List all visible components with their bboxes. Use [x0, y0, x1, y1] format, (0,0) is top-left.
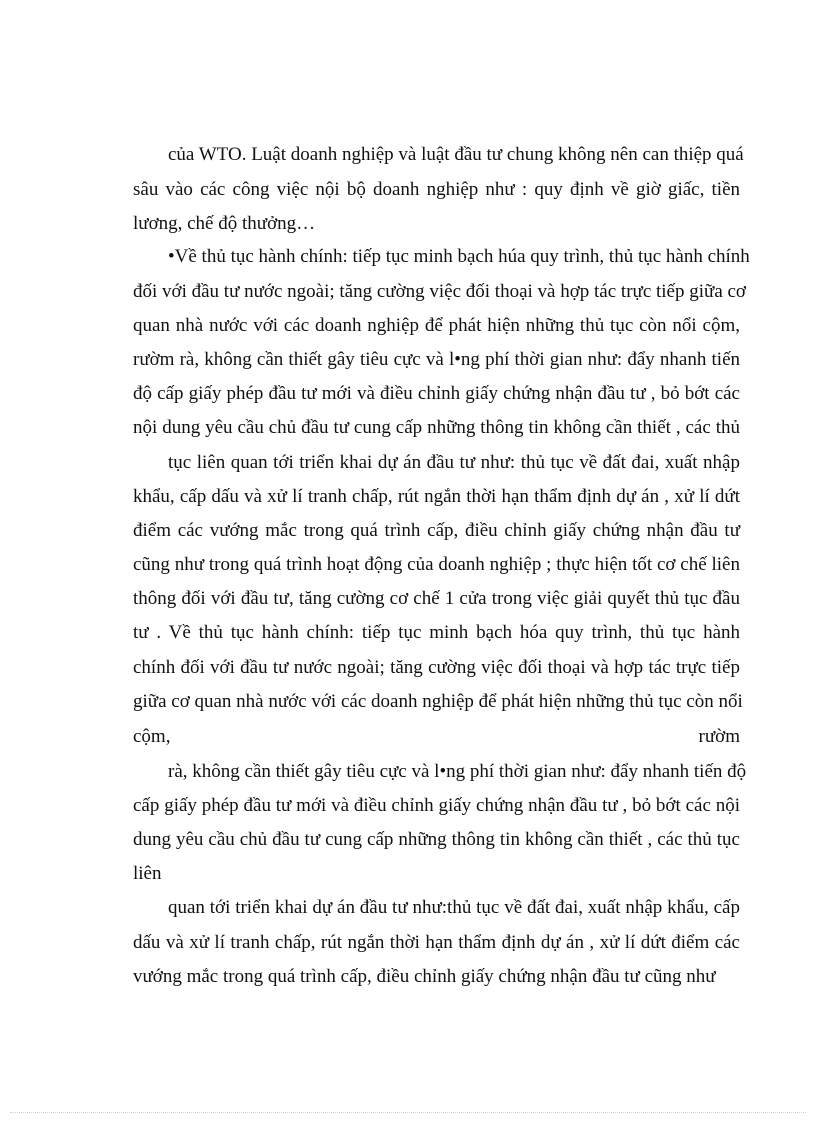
text-line: tư . Về thủ tục hành chính: tiếp tục minh bạch hóa quy trình, thủ tục hành: [133, 622, 740, 643]
text-line: tục liên quan tới triển khai dự án đầu tư như: thủ tục về đất đai, xuất nhập: [168, 452, 740, 473]
page-bottom-border: [10, 1112, 806, 1113]
text-line: điểm các vướng mắc trong quá trình cấp, điều chỉnh giấy chứng nhận đầu tư: [133, 520, 740, 541]
text-fragment: cộm,: [133, 726, 171, 747]
text-line: độ cấp giấy phép đầu tư mới và điều chỉnh giấy chứng nhận đầu tư , bỏ bớt các: [133, 383, 740, 404]
text-line: •Về thủ tục hành chính: tiếp tục minh bạch húa quy trình, thủ tục hành chính: [168, 246, 750, 267]
text-line: chính đối với đầu tư nước ngoài; tăng cường việc đối thoại và hợp tác trực tiếp: [133, 657, 740, 678]
text-line: sâu vào các công việc nội bộ doanh nghiệp như : quy định về giờ giấc, tiền: [133, 179, 740, 200]
text-line: thông đối với đầu tư, tăng cường cơ chế 1 cửa trong việc giải quyết thủ tục đầu: [133, 588, 740, 609]
text-line: cũng như trong quá trình hoạt động của doanh nghiệp ; thực hiện tốt cơ chế liên: [133, 554, 740, 575]
text-line: đối với đầu tư nước ngoài; tăng cường việc đối thoại và hợp tác trực tiếp giữa cơ: [133, 281, 746, 302]
text-fragment: rườm: [698, 726, 740, 747]
text-line: khẩu, cấp dấu và xử lí tranh chấp, rút ngắn thời hạn thẩm định dự án , xử lí dứt: [133, 486, 740, 507]
text-line-split: [133, 725, 740, 749]
text-line: rà, không cần thiết gây tiêu cực và l•ng phí thời gian như: đẩy nhanh tiến độ: [168, 761, 747, 782]
text-line: dung yêu cầu chủ đầu tư cung cấp những thông tin không cần thiết , các thủ tục: [133, 829, 740, 850]
text-line: lương, chế độ thưởng…: [133, 213, 316, 234]
text-line: giữa cơ quan nhà nước với các doanh nghiệp để phát hiện những thủ tục còn nổi: [133, 691, 743, 712]
text-line: của WTO. Luật doanh nghiệp và luật đầu tư chung không nên can thiệp quá: [168, 144, 744, 165]
text-line: dấu và xử lí tranh chấp, rút ngắn thời hạn thẩm định dự án , xử lí dứt điểm các: [133, 932, 740, 953]
text-line: quan nhà nước với các doanh nghiệp để phát hiện những thủ tục còn nổi cộm,: [133, 315, 740, 336]
text-line: quan tới triển khai dự án đầu tư như:thủ tục về đất đai, xuất nhập khẩu, cấp: [168, 897, 740, 918]
text-line: liên: [133, 863, 162, 884]
text-line: nội dung yêu cầu chủ đầu tư cung cấp những thông tin không cần thiết , các thủ: [133, 417, 740, 438]
text-line: rườm rà, không cần thiết gây tiêu cực và l•ng phí thời gian như: đẩy nhanh tiến: [133, 349, 740, 370]
text-line: vướng mắc trong quá trình cấp, điều chỉnh giấy chứng nhận đầu tư cũng như: [133, 966, 716, 987]
text-line: cấp giấy phép đầu tư mới và điều chỉnh giấy chứng nhận đầu tư , bỏ bớt các nội: [133, 795, 740, 816]
